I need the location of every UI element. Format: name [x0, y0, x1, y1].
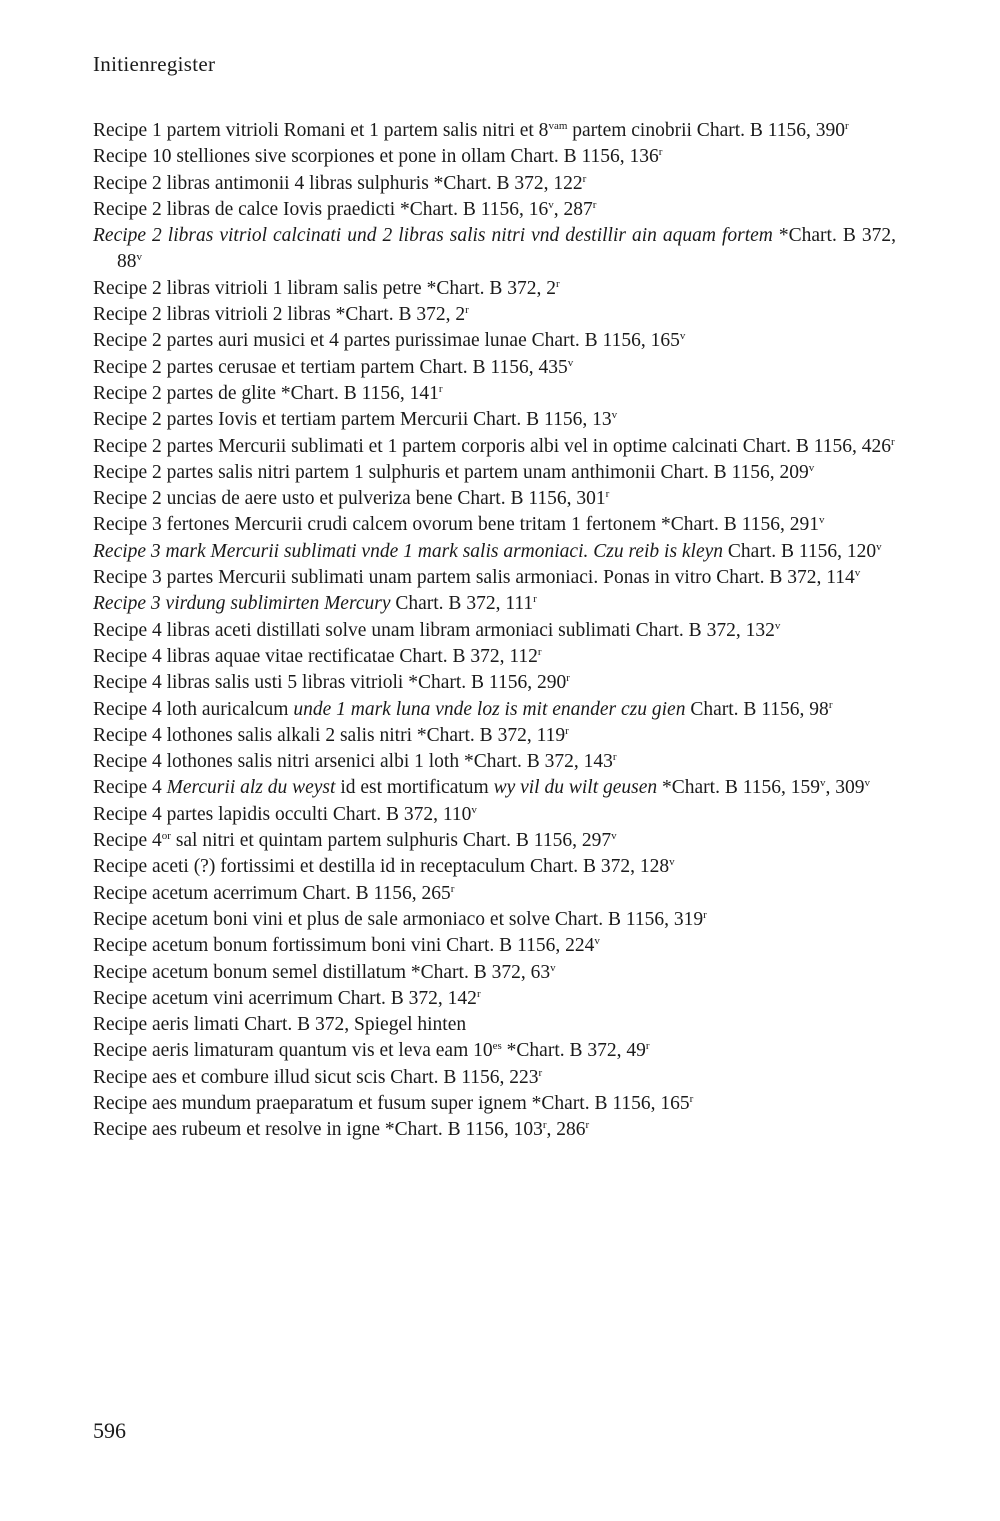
entry-text: Recipe acetum vini acerrimum Chart. B 372, 142 [93, 987, 477, 1009]
entry-text: Recipe aes et combure illud sicut scis Chart. B 1156, 223 [93, 1066, 539, 1088]
entry-text: , 309 [825, 777, 865, 799]
entry-text: Recipe acetum bonum fortissimum boni vini Chart. B 1156, 224 [93, 935, 595, 957]
folio-superscript: r [828, 698, 833, 711]
folio-superscript: r [845, 120, 849, 132]
index-entry [93, 171, 896, 197]
italic-text: Mercurii alz du weyst [166, 777, 336, 799]
entry-text: Recipe 4 lothones salis nitri arsenici albi 1 loth *Chart. B 372, 143 [93, 751, 613, 773]
folio-superscript: v [774, 619, 781, 632]
entry-text: Recipe 4 loth auricalcum [93, 698, 294, 720]
entry-text: Recipe 4 partes lapidis occulti Chart. B 372, 110 [93, 803, 472, 825]
italic-text: wy vil du wilt geusen [493, 777, 658, 799]
entry-text: , 287 [553, 198, 593, 220]
index-entry [93, 802, 896, 828]
entry-text: Recipe 2 partes salis nitri partem 1 sulphuris et partem unam anthimonii Chart. B 1156, 209 [93, 461, 809, 483]
entry-text: Recipe 2 partes Iovis et tertiam partem Mercurii Chart. B 1156, 13 [93, 409, 612, 431]
index-entry [93, 933, 896, 959]
index-entry [93, 539, 896, 565]
index-entry [93, 223, 896, 276]
index-entry [93, 907, 896, 933]
folio-superscript: r [585, 1119, 590, 1132]
folio-superscript: r [556, 277, 560, 290]
index-entry [93, 723, 896, 749]
folio-superscript: r [645, 1040, 650, 1053]
folio-superscript: v [854, 567, 861, 580]
folio-superscript: v [669, 856, 675, 869]
folio-superscript: v [471, 803, 477, 816]
folio-superscript: v [550, 961, 556, 974]
index-entry [93, 381, 896, 407]
folio-superscript: r [703, 908, 707, 921]
index-entry [93, 460, 896, 486]
index-entry [93, 749, 896, 775]
index-entry [93, 302, 896, 328]
index-entry [93, 407, 896, 433]
index-entry [93, 828, 896, 854]
index-entry [93, 881, 896, 907]
index-entry [93, 118, 896, 144]
folio-superscript: r [605, 488, 610, 501]
index-entry [93, 512, 896, 538]
folio-superscript: r [533, 593, 537, 606]
index-entry [93, 670, 896, 696]
folio-superscript: v [876, 540, 882, 553]
folio-superscript: v [548, 198, 554, 211]
index-entry [93, 697, 896, 723]
folio-superscript: v [679, 330, 686, 343]
folio-superscript: r [612, 751, 617, 764]
entry-text: Recipe 2 partes auri musici et 4 partes purissimae lunae Chart. B 1156, 165 [93, 330, 680, 352]
entry-text: Recipe 10 stelliones sive scorpiones et pone in ollam Chart. B 1156, 136 [93, 146, 659, 168]
index-entry [93, 644, 896, 670]
entry-text: Chart. B 372, 111 [390, 593, 534, 615]
folio-superscript: or [161, 830, 171, 843]
folio-superscript: r [582, 172, 587, 185]
folio-superscript: r [537, 645, 542, 658]
entry-text: Recipe 2 partes de glite *Chart. B 1156, 141 [93, 382, 439, 404]
italic-text: unde 1 mark luna vnde loz is mit enander czu gien [293, 698, 686, 720]
folio-superscript: r [689, 1092, 694, 1105]
index-entry [93, 618, 896, 644]
index-entry [93, 328, 896, 354]
index-entry [93, 565, 896, 591]
entry-text: Recipe 4 libras salis usti 5 libras vitrioli *Chart. B 1156, 290 [93, 672, 567, 694]
folio-superscript: v [611, 830, 617, 843]
folio-superscript: r [566, 672, 570, 685]
folio-superscript: v [864, 777, 870, 790]
entry-text: Recipe aes mundum praeparatum et fusum super ignem *Chart. B 1156, 165 [93, 1092, 690, 1114]
entry-text: Recipe 4 libras aceti distillati solve unam libram armoniaci sublimati Chart. B 372, 132 [93, 619, 775, 641]
index-entry [93, 276, 896, 302]
entry-text: *Chart. B 372, 49 [501, 1040, 646, 1062]
entry-text: Recipe aes rubeum et resolve in igne *Chart. B 1156, 103 [93, 1119, 543, 1141]
index-entry [93, 486, 896, 512]
entry-text: Recipe 3 fertones Mercurii crudi calcem ovorum bene tritam 1 fertonem *Chart. B 1156, 291 [93, 514, 819, 536]
index-entry [93, 1038, 896, 1064]
entry-text: sal nitri et quintam partem sulphuris Chart. B 1156, 297 [170, 830, 612, 852]
folio-superscript: v [818, 514, 825, 527]
folio-superscript: r [542, 1119, 547, 1132]
index-entry [93, 854, 896, 880]
entry-text: Recipe acetum bonum semel distillatum *Chart. B 372, 63 [93, 961, 551, 983]
entry-text: Chart. B 1156, 120 [723, 540, 877, 562]
folio-superscript: r [565, 724, 569, 737]
folio-superscript: r [658, 146, 663, 159]
index-entry [93, 1012, 896, 1038]
folio-superscript: r [465, 304, 469, 317]
folio-superscript: r [592, 198, 597, 211]
index-entry [93, 1117, 896, 1143]
entry-text: Recipe 2 libras vitrioli 2 libras *Chart. B 372, 2 [93, 304, 466, 326]
index-entry [93, 355, 896, 381]
folio-superscript: r [438, 382, 443, 395]
entry-text: *Chart. B 372, 88 [117, 225, 896, 273]
entry-text: Recipe 4 libras aquae vitae rectificatae Chart. B 372, 112 [93, 645, 538, 667]
index-entry [93, 960, 896, 986]
folio-superscript: r [538, 1066, 543, 1079]
folio-superscript: vam [548, 120, 568, 132]
index-entry [93, 1065, 896, 1091]
folio-superscript: v [808, 461, 815, 474]
folio-superscript: es [492, 1040, 502, 1053]
entry-text: Recipe 2 partes Mercurii sublimati et 1 partem corporis albi vel in optime calcinati Chart. B 1156, 426 [93, 435, 892, 457]
index-entry-list [93, 118, 896, 1144]
folio-superscript: v [136, 251, 142, 264]
entry-text: Recipe 2 uncias de aere usto et pulveriza bene Chart. B 1156, 301 [93, 488, 606, 510]
entry-text: Recipe aceti (?) fortissimi et destilla id in receptaculum Chart. B 372, 128 [93, 856, 670, 878]
index-entry [93, 197, 896, 223]
italic-text: Recipe 3 virdung sublimirten Mercury [93, 593, 391, 615]
entry-text: Recipe 4 lothones salis alkali 2 salis nitri *Chart. B 372, 119 [93, 724, 566, 746]
index-entry [93, 1091, 896, 1117]
folio-superscript: r [476, 987, 481, 1000]
entry-text: Recipe aeris limaturam quantum vis et leva eam 10 [93, 1040, 493, 1062]
index-entry [93, 144, 896, 170]
entry-text: Recipe acetum boni vini et plus de sale armoniaco et solve Chart. B 1156, 319 [93, 908, 704, 930]
folio-superscript: r [450, 882, 455, 895]
folio-superscript: v [820, 777, 826, 790]
index-entry [93, 434, 896, 460]
entry-text: Recipe 4 [93, 777, 167, 799]
page-number: 596 [93, 1418, 126, 1443]
entry-text: Chart. B 1156, 98 [685, 698, 829, 720]
folio-superscript: v [594, 935, 600, 948]
entry-text: Recipe 2 libras antimonii 4 libras sulphuris *Chart. B 372, 122 [93, 172, 583, 194]
entry-text: Recipe 3 partes Mercurii sublimati unam partem salis armoniaci. Ponas in vitro Chart. B 372, 114 [93, 567, 855, 589]
folio-superscript: v [611, 409, 618, 422]
entry-text: partem cinobrii Chart. B 1156, 390 [567, 120, 846, 141]
folio-superscript: v [567, 356, 574, 369]
index-entry [93, 591, 896, 617]
entry-text: Recipe 2 libras vitrioli 1 libram salis petre *Chart. B 372, 2 [93, 277, 557, 299]
entry-text: id est mortificatum [335, 777, 494, 799]
index-entry [93, 986, 896, 1012]
entry-text: Recipe aeris limati Chart. B 372, Spiegel hinten [93, 1014, 467, 1036]
running-header: Initienregister [93, 52, 216, 76]
entry-text: Recipe 4 [93, 830, 162, 852]
index-entry [93, 775, 896, 801]
entry-text: Recipe 2 libras de calce Iovis praedicti *Chart. B 1156, 16 [93, 198, 549, 220]
entry-text: *Chart. B 1156, 159 [657, 777, 820, 799]
entry-text: Recipe 1 partem vitrioli Romani et 1 partem salis nitri et 8 [93, 120, 549, 141]
entry-text: , 286 [546, 1119, 586, 1141]
italic-text: Recipe 2 libras vitriol calcinati und 2 libras salis nitri vnd destillir ain aquam fortem [93, 225, 773, 247]
folio-superscript: r [891, 435, 895, 448]
entry-text: Recipe 2 partes cerusae et tertiam partem Chart. B 1156, 435 [93, 356, 568, 378]
italic-text: Recipe 3 mark Mercurii sublimati vnde 1 mark salis armoniaci. Czu reib is kleyn [93, 540, 724, 562]
entry-text: Recipe acetum acerrimum Chart. B 1156, 265 [93, 882, 451, 904]
